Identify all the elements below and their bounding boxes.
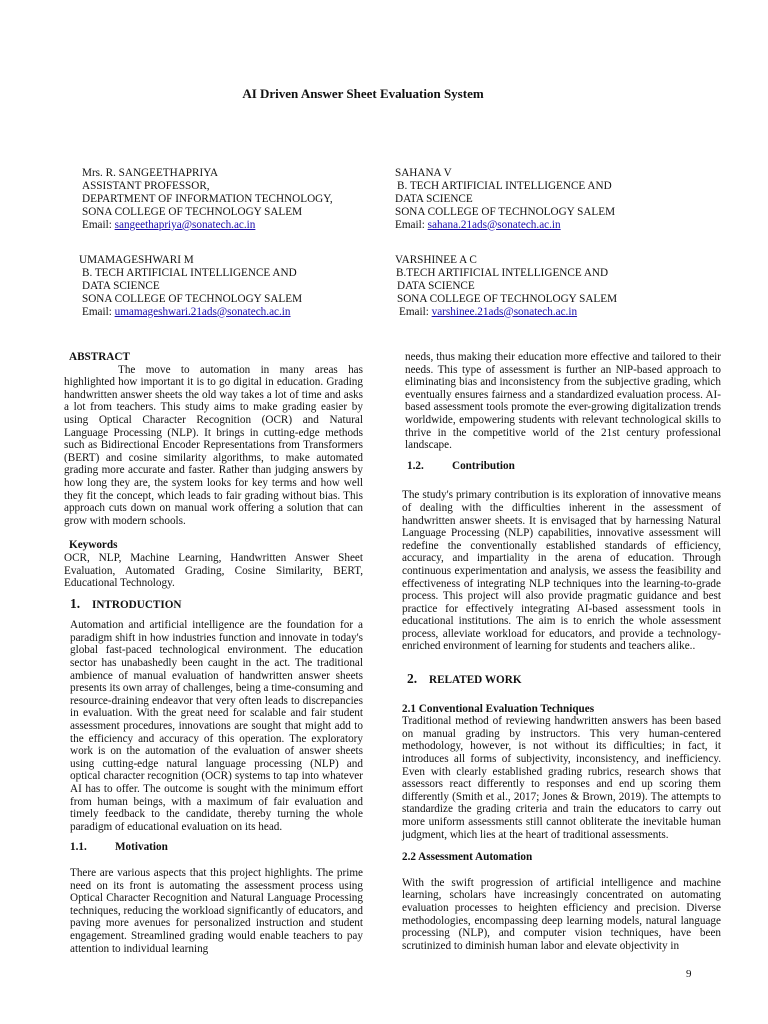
abstract-text: The move to automation in many areas has highlighted how important it is to go digital in education. Grading handwritten answer sheets the old way takes a lot of time and asks a lot from teachers. This study aims to make grading easier by using Optical Character Recognition (OCR) and Natural Language Processing (NLP). It brings in cutting-edge methods such as Bidirectional Encoder Representations from Transformers (BERT) and cosine similarity algorithms, to make automated grading more accurate and faster. Rather than judging answers by how long they are, the system looks for key terms and how well they fit the concept, which leads to fair grading without bias. This approach cuts down on manual work offering a solution that can grow with modern schools. [64,363,363,527]
left-column [64,351,363,955]
author-line: UMAMAGESHWARI M [79,254,194,266]
author-line: DATA SCIENCE [82,279,160,292]
author-block-umamageshwari [79,254,302,319]
author-line: SAHANA V [395,167,452,179]
motivation-continued-text: needs, thus making their education more effective and tailored to their needs. This type of assessment is further an NlP-based approach to eliminating bias and inconsistency from the subjective grading, which eventually ensures fairness and a standardized evaluation process. AI-based assessment tools promote the ever-growing digitalization trends worldwide, empowering students with relevant technological skills to thrive in the competitive world of the 21st century professional landscape. [405,351,721,452]
email-link[interactable]: sahana.21ads@sonatech.ac.in [427,218,561,231]
right-column [402,351,721,952]
keywords-text: OCR, NLP, Machine Learning, Handwritten Answer Sheet Evaluation, Automated Grading, Cosine Similarity, BERT, Educational Technology. [64,551,363,590]
abstract-heading: ABSTRACT [69,351,130,363]
motivation-text: There are various aspects that this project highlights. The prime need on its front is automating the assessment process using Optical Character Recognition and Natural Language Processing techniques, reducing the workload significantly of educators, and paving more avenues for personalized instruction and student engagement. Streamlined grading would enable teachers to pay attention to individual learning [70,866,363,955]
page-number: 9 [686,968,692,980]
subsection-heading-conventional: 2.1 Conventional Evaluation Techniques [402,702,595,715]
author-email-line: Email: sangeethapriya@sonatech.ac.in [82,218,256,231]
section-heading-introduction: 1. INTRODUCTION [70,595,182,611]
author-email-line: Email: sahana.21ads@sonatech.ac.in [395,218,561,231]
author-block-sahana [395,167,615,232]
author-line: DATA SCIENCE [395,192,473,205]
author-line: B. TECH ARTIFICIAL INTELLIGENCE AND [82,266,297,279]
subsection-heading-motivation: 1.1. Motivation [70,841,168,854]
author-line: SONA COLLEGE OF TECHNOLOGY SALEM [395,205,616,218]
author-line: VARSHINEE A C [395,254,477,266]
subsection-heading-contribution: 1.2. Contribution [407,459,515,472]
author-line: DEPARTMENT OF INFORMATION TECHNOLOGY, [82,192,333,205]
author-line: ASSISTANT PROFESSOR, [82,179,210,192]
conventional-text: Traditional method of reviewing handwritten answers has been based on manual grading by instructors. This very human-centered methodology, however, is not without its difficulties; in fact, it introduces all forms of subjectivity, inconsistency, and inefficiency. Even with clearly established grading rubrics, research shows that assessors react differently to responses and end up scoring them differently (Smith et al., 2017; Jones & Brown, 2019). The attempts to standardize the grading criteria and train the educators to carry out more uniform assessments still cannot obliterate the inevitable human judgment, which lies at the heart of traditional assessments. [402,715,721,841]
author-email-line: Email: varshinee.21ads@sonatech.ac.in [399,305,578,318]
paper-title: AI Driven Answer Sheet Evaluation System [242,86,484,101]
email-link[interactable]: umamageshwari.21ads@sonatech.ac.in [114,305,291,318]
author-email-line: Email: umamageshwari.21ads@sonatech.ac.in [82,305,291,318]
section-heading-related-work: 2. RELATED WORK [407,671,522,687]
email-link[interactable]: sangeethapriya@sonatech.ac.in [114,218,256,231]
keywords-heading: Keywords [69,539,118,552]
author-line: DATA SCIENCE [397,279,475,292]
author-line: SONA COLLEGE OF TECHNOLOGY SALEM [82,292,303,305]
author-line: SONA COLLEGE OF TECHNOLOGY SALEM [397,292,618,305]
email-link[interactable]: varshinee.21ads@sonatech.ac.in [431,305,578,318]
author-line: B. TECH ARTIFICIAL INTELLIGENCE AND [397,179,612,192]
author-line: B.TECH ARTIFICIAL INTELLIGENCE AND [396,266,609,279]
author-line: SONA COLLEGE OF TECHNOLOGY SALEM [82,205,303,218]
subsection-heading-automation: 2.2 Assessment Automation [402,851,533,864]
contribution-text: The study's primary contribution is its exploration of innovative means of dealing with the difficulties inherent in the assessment of handwritten answer sheets. It is envisaged that by harnessing Natural Language Processing (NLP) capabilities, innovative assessment will redefine the conventionally established standards of efficiency, accuracy, and impartiality in the arena of education. Through continuous experimentation and analysis, we assess the feasibility and effectiveness of integrating NLP techniques into the learning-to-grade process. This project will also provide pragmatic guidance and best practice for effectively integrating AI-based assessment tools in educational institutions. The aim is to enrich the whole assessment process, alleviate workload for educators, and provide a technology-enriched environment of learning for students and teachers alike.. [402,489,721,653]
automation-text: With the swift progression of artificial intelligence and machine learning, scholars have increasingly concentrated on automating evaluation processes to heighten efficiency and precision. Diverse methodologies, encompassing deep learning models, natural language processing (NLP), and computer vision techniques, have been scrutinized to diminish human labor and elevate objectivity in [402,876,721,952]
author-block-sangeethapriya [82,167,333,232]
introduction-text: Automation and artificial intelligence are the foundation for a paradigm shift in how industries function and innovate in today's global fast-paced technological environment. The education sector has unabashedly been caught in the act. The traditional ambience of manual evaluation of handwritten answer sheets presents its own array of challenges, being a time-consuming and resource-draining endeavor that very often leads to discrepancies in evaluation. With the great need for scalable and fair student assessment procedures, innovations are sought that might add to the efficiency and accuracy of this operation. The exploratory work is on the automation of the evaluation of answer sheets using cutting-edge natural language processing (NLP) and optical character recognition (OCR) systems to tap into whatever AI has to offer. The outcome is sought with the minimum effort from human beings, with a maximum of fair evaluation and timely feedback to the candidate, thereby turning the whole paradigm of educational evaluation on its head. [70,619,363,833]
author-block-varshinee [395,254,617,319]
author-line: Mrs. R. SANGEETHAPRIYA [82,167,219,179]
